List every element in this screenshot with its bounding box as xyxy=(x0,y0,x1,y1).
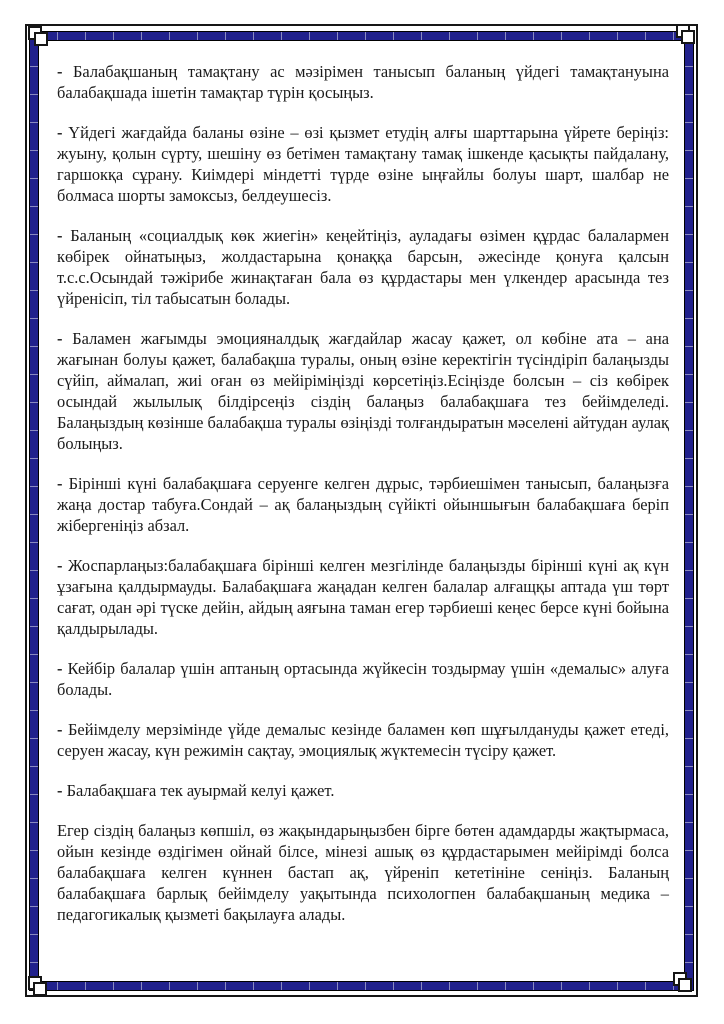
paragraph: - Балабақшаның тамақтану ас мәзірімен танысып баланың үйдегі тамақтануына балабақшада ішетін тамақтар түрін қосыңыз. xyxy=(57,62,669,102)
paragraph: - Балабақшаға тек ауырмай келуі қажет. xyxy=(57,781,335,800)
bullet-dash: - xyxy=(57,62,73,81)
corner-ornament-bottom-right-inner xyxy=(678,978,692,992)
corner-ornament-top-left-outer xyxy=(28,26,42,40)
corner-ornament-bottom-right-outer xyxy=(673,972,687,986)
corner-ornament-bottom-left-inner xyxy=(33,982,47,996)
paragraph: - Үйдегі жағдайда баланы өзіне – өзі қызмет етудің алғы шарттарына үйрете беріңіз: жуыну, қолын сүрту, шешіну өз бетімен тамақтану тамақ ішкенде қасықты пайдалану, гаршокқа сұрану. Киімдері міндетті түрде өзіне ыңғайлы болуы шарт, шалбар не болмаса шорты замоксыз, белдеушесіз. xyxy=(57,123,669,205)
frame-band-left xyxy=(29,31,39,991)
corner-ornament-top-left-inner xyxy=(34,32,48,46)
bullet-dash: - xyxy=(57,720,69,739)
bullet-dash: - xyxy=(57,226,71,245)
corner-ornament-top-right-outer xyxy=(676,24,690,38)
paragraph: - Бейімделу мерзімінде үйде демалыс кезінде баламен көп шұғылдануды қажет етеді, серуен жасау, күн режимін сақтау, эмоциялық жүктемесін түсіру қажет. xyxy=(57,720,669,760)
bullet-dash: - xyxy=(57,659,68,678)
corner-ornament-bottom-left-outer xyxy=(28,976,42,990)
paragraph: Егер сіздің балаңыз көпшіл, өз жақындарыңызбен бірге бөтен адамдарды жақтырмаса, ойын кезінде өздігімен ойнай білсе, мінезі ашық өз құрдастарымен мейірімді болса балабақшаға келген күннен бастап ақ, үйреніп кететініне сеніңіз. Баланың балабақшаға барлық бейімделу уақытында психологпен балабақшаның медика – педагогикалық қызметі бақылауға алады. xyxy=(57,821,669,924)
frame-band-top xyxy=(29,31,694,41)
bullet-dash: - xyxy=(57,474,69,493)
paragraph: - Бірінші күні балабақшаға серуенге келген дұрыс, тәрбиешімен танысып, балаңызға жаңа достар табуға.Сондай – ақ балаңыздың сүйікті ойыншығын балабақшаға беріп жібергеніңіз абзал. xyxy=(57,474,670,535)
bullet-dash: - xyxy=(57,329,73,348)
frame-band-bottom xyxy=(29,981,694,991)
bullet-dash: - xyxy=(57,556,69,575)
paragraph: - Баланың «социалдық көк жиегін» кеңейтіңіз, ауладағы өзімен құрдас балалармен көбірек ойнатыңыз, жолдастарына қонаққа барсын, әжесінде қонуға қалсын т.с.с.Осындай тәжірибе жинақтаған бала өз құрдастары мен үлкендер арасында тез үйренісіп, тіл табысатын болады. xyxy=(57,226,670,308)
corner-ornament-top-right-inner xyxy=(681,30,695,44)
frame-band-right xyxy=(684,31,694,991)
bullet-dash: - xyxy=(57,781,67,800)
paragraph: - Баламен жағымды эмоцияналдық жағдайлар жасау қажет, ол көбіне ата – ана жағынан болуы қажет, балабақша туралы, оның өзіне керектігін түсіндіріп балаңызды сүйіп, аймалап, жиі оған өз мейіріміңізді көрсетіңіз.Есіңізде болсын – сіз көбірек осындай жылылық білдірсеңіз сіздің балаңыз балабақшаға тез бейімделеді. Балаңыздың көзінше балабақша туралы өзіңізді толғандыратын мәселені айтудан аулақ болыңыз. xyxy=(57,329,669,453)
bullet-dash: - xyxy=(57,123,69,142)
paragraph: - Кейбір балалар үшін аптаның ортасында жүйкесін тоздырмау үшін «демалыс» алуға болады. xyxy=(57,659,669,699)
paragraph: - Жоспарлаңыз:балабақшаға бірінші келген мезгілінде балаңызды бірінші күні ақ күн ұзағына қалдырмауды. Балабақшаға жаңадан келген балалар алғащқы аптада үш төрт сағат, одан әрі түске дейін, айдың аяғына таман егер тәрбиеші кеңес берсе күні бойына қалдырылады. xyxy=(57,556,669,638)
document-text xyxy=(57,61,669,944)
